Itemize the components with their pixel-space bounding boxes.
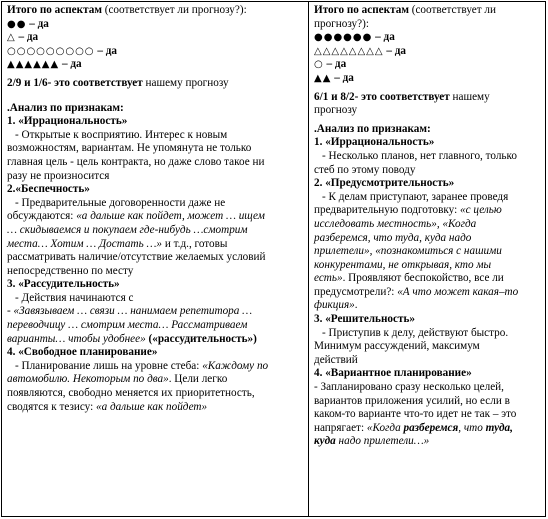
right-result-cont: прогнозу	[314, 104, 358, 117]
right-section-1-title: 1. «Иррациональность»	[314, 136, 435, 149]
right-section-4-line: каком-то варианте что-то идет не так – это	[314, 408, 517, 421]
left-analysis-title: .Анализ по признакам:	[7, 101, 124, 114]
right-section-2-line: предусмотрели?: «А что может какая–то	[314, 285, 519, 298]
left-section-2-line: рассматривать наличие/отсутствие желаемых условий	[7, 251, 266, 264]
right-section-2-line: есть». Проявляют беспокойство, все ли	[314, 272, 504, 285]
left-section-2-line: обсуждаются: «а дальше как пойдет, может … ищем	[7, 210, 265, 223]
left-section-1-line: возможностям, вариантам. Не упомянута не только	[7, 142, 252, 155]
right-section-4-line: напрягает: «Когда разберемся, что туда,	[314, 421, 513, 434]
right-section-4-line: - Запланировано сразу несколько целей,	[314, 381, 504, 394]
left-section-4-line: сводятся к тезису: «а дальше как пойдет»	[7, 400, 208, 413]
right-summary-heading-cont: прогнозу?):	[314, 17, 369, 30]
right-section-2-line: разберемся, что туда, куда надо	[314, 231, 472, 244]
right-result: 6/1 и 8/2- это соответствует нашему	[314, 90, 490, 103]
right-section-2-line: конкурентами, не открывая, кто мы	[314, 258, 492, 271]
left-mark-filled-circles: ●● – да	[7, 17, 49, 30]
left-section-2-title: 2.«Беспечность»	[7, 183, 90, 196]
left-section-2-line: непосредственно по месту	[7, 264, 134, 277]
left-section-2-line: - Предварительные договоренности даже не	[15, 196, 226, 209]
right-mark-filled-triangles: ▲▲ – да	[314, 71, 354, 84]
right-section-2-line: - К делам приступают, заранее проведя	[322, 190, 509, 203]
right-section-4-line: куда надо прилетели…»	[314, 435, 430, 448]
right-column	[309, 2, 545, 516]
left-section-2-line: … скидываемся и покупаем где-нибудь …смотрим	[7, 223, 248, 236]
right-mark-open-circle: ○ – да	[314, 58, 347, 71]
right-section-3-line: Минимум рассуждений, максимум	[314, 340, 480, 353]
right-section-3-line: - Приступив к делу, действуют быстро.	[322, 326, 509, 339]
left-section-2-line: места… Хотим … Достать …» и т.д., готовы	[7, 237, 228, 250]
right-section-1-line: стеб по этому поводу	[314, 163, 416, 176]
left-section-1-title: 1. «Иррациональность»	[7, 115, 128, 128]
left-mark-filled-triangles: ▲▲▲▲▲▲ – да	[7, 58, 82, 71]
right-section-2-line: прилетели», «познакомиться с нашими	[314, 245, 502, 258]
left-section-4-line: - Планирование лишь на уровне стеба: «Каждому по	[15, 359, 269, 372]
right-section-4-line: вариантов приложения усилий, но если в	[314, 394, 510, 407]
left-column	[2, 2, 309, 516]
left-section-1-line: - Открытые к восприятию. Интерес к новым	[15, 128, 228, 141]
left-section-3-line: - «Завязываем … связи … нанимаем репетитора …	[7, 305, 253, 318]
document-table	[1, 1, 546, 517]
left-section-1-line: разу не произносится	[7, 169, 110, 182]
left-section-3-title: 3. «Рассудительность»	[7, 278, 120, 291]
right-section-2-line: предварительную подготовку: «с целью	[314, 204, 502, 217]
right-mark-open-triangles: △△△△△△△△ – да	[314, 44, 406, 57]
right-section-3-title: 3. «Решительность»	[314, 313, 415, 326]
left-mark-open-circles: ○○○○○○○○○ – да	[7, 44, 117, 57]
left-section-4-line: автомобилю. Некоторым по два». Цели легко	[7, 373, 228, 386]
left-section-4-title: 4. «Свободное планирование»	[7, 346, 158, 359]
right-section-2-line: фикция».	[314, 299, 358, 312]
left-section-3-line: - Действия начинаются с	[15, 291, 134, 304]
left-section-3-line: переводчицу … смотрим места… Рассматриваем	[7, 319, 248, 332]
left-mark-open-triangle: △ – да	[7, 31, 39, 44]
right-section-3-line: действий	[314, 353, 358, 366]
left-section-3-line: варианты… чтобы удобнее» («рассудительность»)	[7, 332, 257, 345]
right-summary-heading: Итого по аспектам (соответствует ли	[314, 4, 496, 16]
right-mark-filled-circles: ●●●●●● – да	[314, 31, 395, 44]
right-section-2-line: исследовать местность», «Когда	[314, 217, 477, 230]
left-summary-heading: Итого по аспектам (соответствует ли прогнозу?):	[7, 4, 247, 16]
right-section-2-title: 2. «Предусмотрительность»	[314, 177, 455, 190]
left-result: 2/9 и 1/6- это соответствует нашему прогнозу	[7, 76, 229, 89]
right-analysis-title: .Анализ по признакам:	[314, 122, 431, 135]
right-section-4-title: 4. «Вариантное планирование»	[314, 367, 472, 380]
left-section-1-line: главная цель - цель контракта, но даже слово такое ни	[7, 155, 265, 168]
right-section-1-line: - Несколько планов, нет главного, только	[322, 149, 517, 162]
left-section-4-line: появляются, свободно меняется их приоритетность,	[7, 387, 255, 400]
